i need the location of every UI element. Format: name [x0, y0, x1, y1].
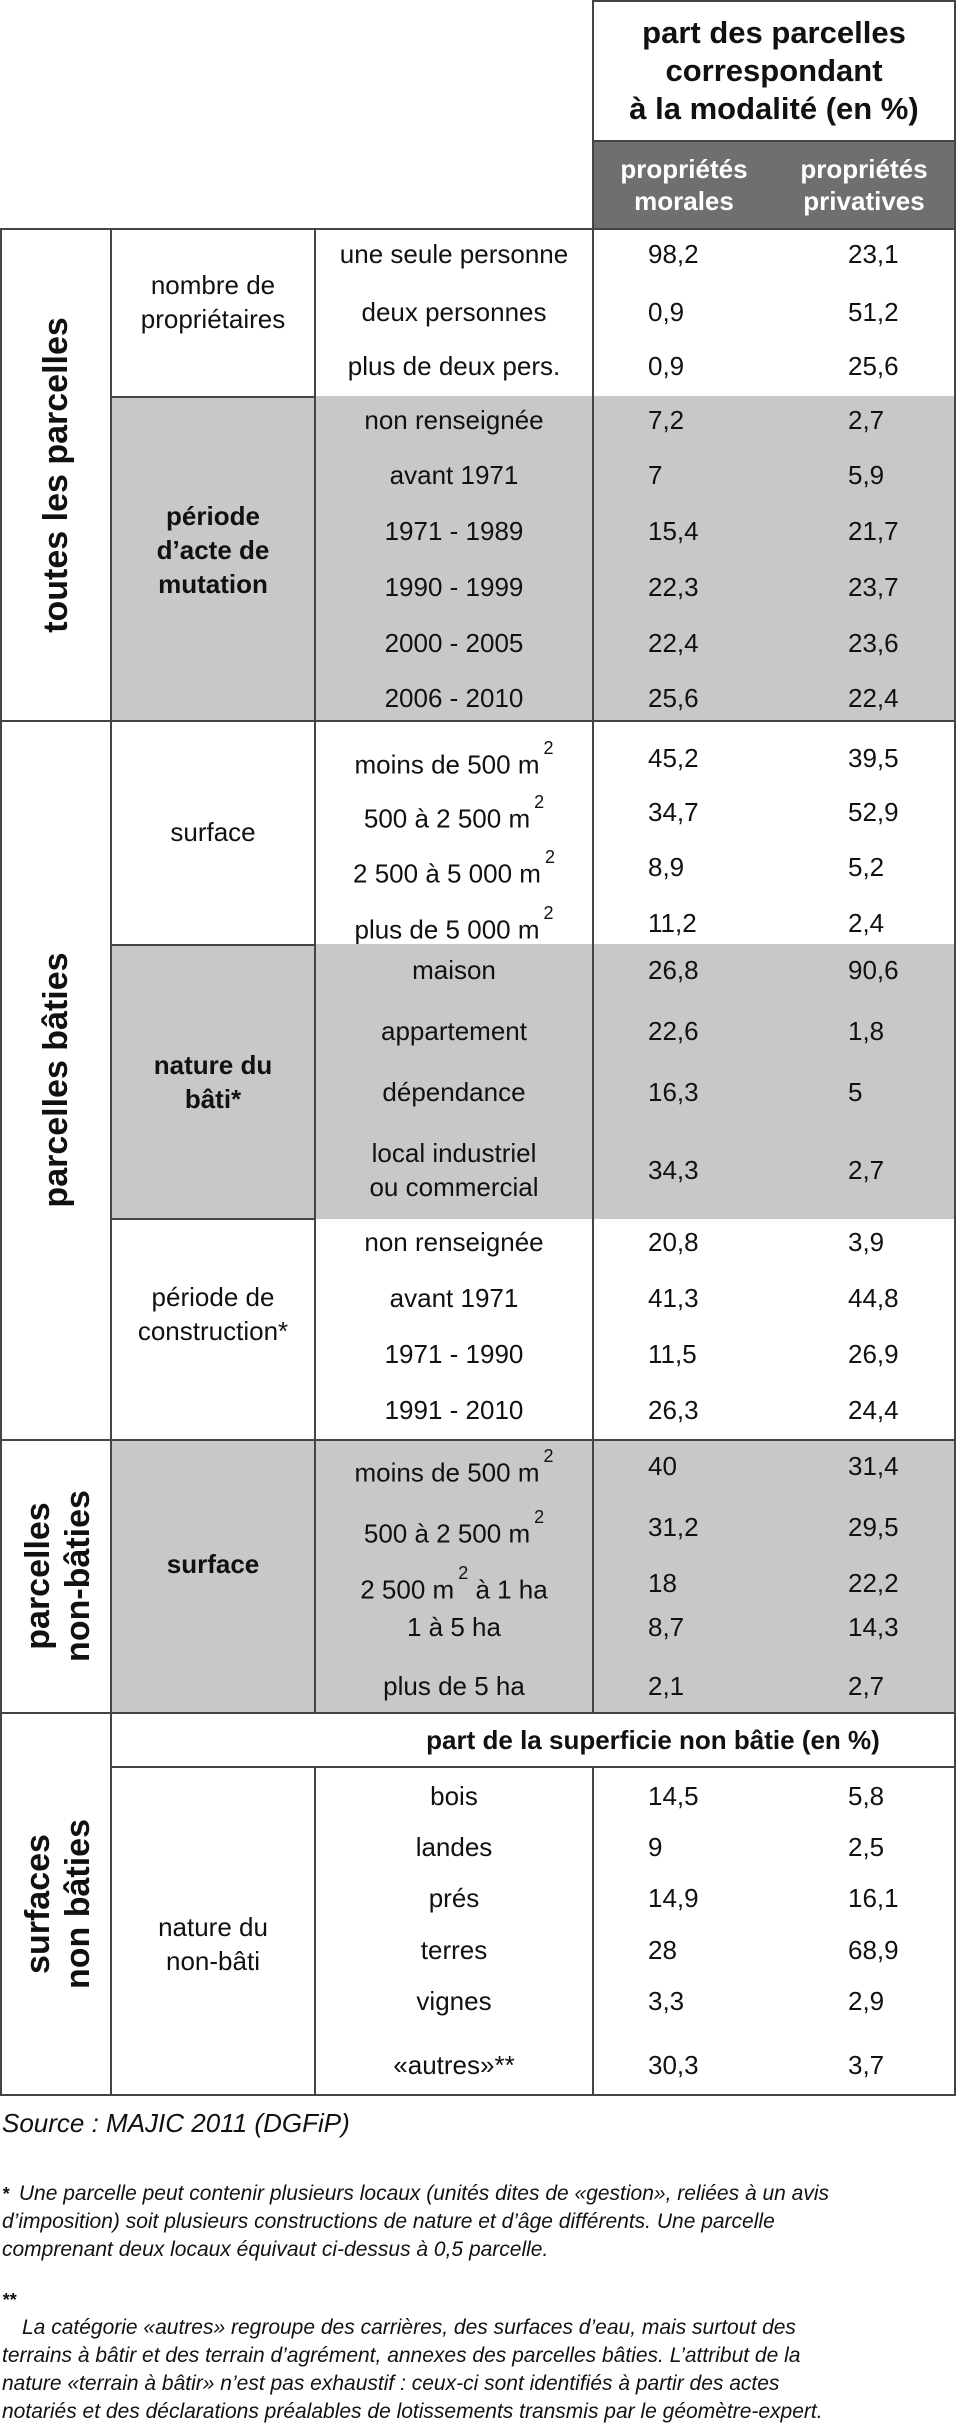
- group-label-proprietaires: nombre de propriétaires: [140, 270, 286, 334]
- header-line: correspondant: [665, 53, 883, 88]
- value-privatives: 5,2: [848, 852, 885, 882]
- row-label: vignes: [416, 1986, 492, 2016]
- value-morales: 30,3: [648, 2050, 699, 2080]
- group-label-surface: surface: [170, 817, 256, 847]
- value-privatives: 2,7: [848, 1671, 885, 1701]
- footnote-line: comprenant deux locaux équivaut ci-dessus à 0,5 parcelle.: [2, 2238, 549, 2261]
- row-label: plus de 5 000 $m^2$: [354, 903, 554, 945]
- value-morales: 20,8: [648, 1227, 699, 1257]
- value-privatives: 2,4: [848, 908, 885, 938]
- value-privatives: 44,8: [848, 1283, 899, 1313]
- value-privatives: 68,9: [848, 1935, 899, 1965]
- row-label: terres: [420, 1935, 488, 1965]
- value-morales: 41,3: [648, 1283, 699, 1313]
- header-col-line: privatives: [803, 186, 925, 216]
- value-morales: 18: [648, 1568, 677, 1598]
- value-morales: 8,7: [648, 1612, 685, 1642]
- footnote-line: notariés et des déclarations préalables de lotissements transmis par le géomètre-expert.: [2, 2400, 823, 2423]
- value-morales: 34,3: [648, 1155, 699, 1185]
- value-privatives: 22,4: [848, 683, 899, 713]
- value-morales: 16,3: [648, 1077, 699, 1107]
- values-frame: [592, 228, 956, 1714]
- value-privatives: 23,1: [848, 239, 899, 269]
- value-morales: 11,2: [648, 908, 697, 938]
- value-privatives: 51,2: [848, 297, 899, 327]
- row-label: «autres»**: [393, 2050, 515, 2080]
- group-label-nature-non-bati: nature du non-bâti: [158, 1912, 268, 1976]
- separator: [314, 720, 956, 722]
- group-label-surface-nb: surface: [166, 1549, 260, 1579]
- header-col-line: propriétés: [620, 154, 748, 184]
- row-label: maison: [412, 955, 496, 985]
- value-privatives: 52,9: [848, 797, 899, 827]
- values-frame: [592, 1766, 956, 2096]
- row-label: non renseignée: [364, 405, 544, 435]
- value-morales: 11,5: [648, 1339, 697, 1369]
- row-label: landes: [415, 1832, 493, 1862]
- group-label-mutation: période d’acte de mutation: [156, 501, 270, 599]
- header-line: à la modalité (en %): [629, 91, 919, 126]
- value-privatives: 2,7: [848, 1155, 885, 1185]
- row-label: local industriel ou commercial: [369, 1138, 539, 1202]
- value-privatives: 1,8: [848, 1016, 885, 1046]
- value-privatives: 26,9: [848, 1339, 899, 1369]
- source-line: Source : MAJIC 2011 (DGFiP): [2, 2108, 350, 2138]
- value-privatives: 24,4: [848, 1395, 899, 1425]
- value-morales: 9: [648, 1832, 663, 1862]
- subheader-label: part de la superficie non bâtie (en %): [426, 1724, 880, 1755]
- value-privatives: 3,7: [848, 2050, 885, 2080]
- row-label: non renseignée: [364, 1227, 544, 1257]
- value-privatives: 23,6: [848, 628, 899, 658]
- row-label: 500 à 2 500 $m^2$: [363, 1507, 545, 1549]
- labels-frame: [314, 1766, 594, 2096]
- value-privatives: 29,5: [848, 1512, 899, 1542]
- footnote-mark: *: [2, 2184, 10, 2204]
- row-label: une seule personne: [339, 239, 569, 269]
- subheader-row: [110, 1712, 956, 1768]
- value-morales: 8,9: [648, 852, 685, 882]
- row-label: avant 1971: [389, 460, 519, 490]
- row-label: 1 à 5 ha: [407, 1612, 501, 1642]
- footnote-2: [2, 2286, 952, 2426]
- value-morales: 98,2: [648, 239, 699, 269]
- row-label: dépendance: [382, 1077, 526, 1107]
- value-morales: 26,8: [648, 955, 699, 985]
- row-label: moins de 500 $m^2$: [354, 738, 554, 780]
- row-label: 2 500 $m^2$ à 1 ha: [360, 1563, 548, 1605]
- value-privatives: 16,1: [848, 1883, 899, 1913]
- value-morales: 28: [648, 1935, 677, 1965]
- row-label: avant 1971: [389, 1283, 519, 1313]
- footnote-line: La catégorie «autres» regroupe des carrières, des surfaces d’eau, mais surtout des: [22, 2316, 796, 2339]
- group-label-construction: période de construction*: [137, 1282, 289, 1346]
- value-privatives: 39,5: [848, 743, 899, 773]
- value-morales: 15,4: [648, 516, 699, 546]
- value-morales: 14,5: [648, 1781, 699, 1811]
- row-label: 1971 - 1990: [384, 1339, 524, 1369]
- value-morales: 34,7: [648, 797, 699, 827]
- row-label: bois: [430, 1781, 478, 1811]
- value-morales: 7,2: [648, 405, 685, 435]
- value-privatives: 25,6: [848, 351, 899, 381]
- section-label-baties: parcelles bâties: [37, 952, 75, 1208]
- row-label: 500 à 2 500 $m^2$: [363, 792, 545, 834]
- header-main: [592, 0, 956, 140]
- row-label: 1990 - 1999: [384, 572, 524, 602]
- row-label: 2000 - 2005: [384, 628, 524, 658]
- row-label: 2 500 à 5 000 $m^2$: [353, 847, 555, 889]
- header-col-privatives: [774, 140, 956, 228]
- value-morales: 22,3: [648, 572, 699, 602]
- footnote-mark: **: [2, 2290, 17, 2310]
- section-label-surfaces-nb: surfaces non bâties: [19, 1818, 97, 1990]
- value-morales: 22,6: [648, 1016, 699, 1046]
- row-label: appartement: [381, 1016, 527, 1046]
- header-line: part des parcelles: [642, 15, 906, 50]
- value-morales: 26,3: [648, 1395, 699, 1425]
- footnote-line: nature «terrain à bâtir» n’est pas exhaustif : ceux-ci sont identifiés à partir des actes: [2, 2372, 780, 2395]
- value-privatives: 5,8: [848, 1781, 885, 1811]
- section-label-toutes: toutes les parcelles: [37, 317, 75, 633]
- header-col-line: morales: [634, 186, 734, 216]
- value-privatives: 31,4: [848, 1451, 899, 1481]
- value-morales: 7: [648, 460, 663, 490]
- footnote-line: terrains à bâtir et des terrain d’agrément, annexes des parcelles bâties. L’attribut de la: [2, 2344, 801, 2367]
- value-privatives: 2,7: [848, 405, 885, 435]
- footnote-line: d’imposition) soit plusieurs constructions de nature et d’âge différents. Une parcelle: [2, 2210, 775, 2233]
- group-label-nature-bati: nature du bâti*: [153, 1050, 273, 1114]
- row-label: deux personnes: [361, 297, 547, 327]
- header-col-morales: [592, 140, 774, 228]
- value-morales: 22,4: [648, 628, 699, 658]
- value-privatives: 5: [848, 1077, 863, 1107]
- value-privatives: 23,7: [848, 572, 899, 602]
- row-label: plus de deux pers.: [347, 351, 561, 381]
- value-morales: 2,1: [648, 1671, 685, 1701]
- separator: [314, 1439, 956, 1441]
- footnote-line: Une parcelle peut contenir plusieurs locaux (unités dites de «gestion», reliées à un avis: [18, 2182, 829, 2205]
- value-morales: 14,9: [648, 1883, 699, 1913]
- value-morales: 31,2: [648, 1512, 699, 1542]
- value-privatives: 5,9: [848, 460, 885, 490]
- value-privatives: 14,3: [848, 1612, 899, 1642]
- value-privatives: 22,2: [848, 1568, 899, 1598]
- row-label: 2006 - 2010: [384, 683, 524, 713]
- row-label: 1971 - 1989: [384, 516, 524, 546]
- value-morales: 0,9: [648, 351, 685, 381]
- footnote-1: [2, 2180, 952, 2264]
- value-privatives: 2,5: [848, 1832, 885, 1862]
- value-morales: 25,6: [648, 683, 699, 713]
- value-morales: 3,3: [648, 1986, 685, 2016]
- section-label-non-baties: parcelles non-bâties: [19, 1490, 97, 1662]
- header-col-line: propriétés: [800, 154, 928, 184]
- value-morales: 45,2: [648, 743, 699, 773]
- row-label: moins de 500 $m^2$: [354, 1446, 554, 1488]
- value-privatives: 90,6: [848, 955, 899, 985]
- value-privatives: 2,9: [848, 1986, 885, 2016]
- row-label: plus de 5 ha: [383, 1671, 525, 1701]
- value-privatives: 21,7: [848, 516, 899, 546]
- value-privatives: 3,9: [848, 1227, 885, 1257]
- row-label: 1991 - 2010: [384, 1395, 524, 1425]
- value-morales: 0,9: [648, 297, 685, 327]
- value-morales: 40: [648, 1451, 677, 1481]
- row-label: prés: [428, 1883, 480, 1913]
